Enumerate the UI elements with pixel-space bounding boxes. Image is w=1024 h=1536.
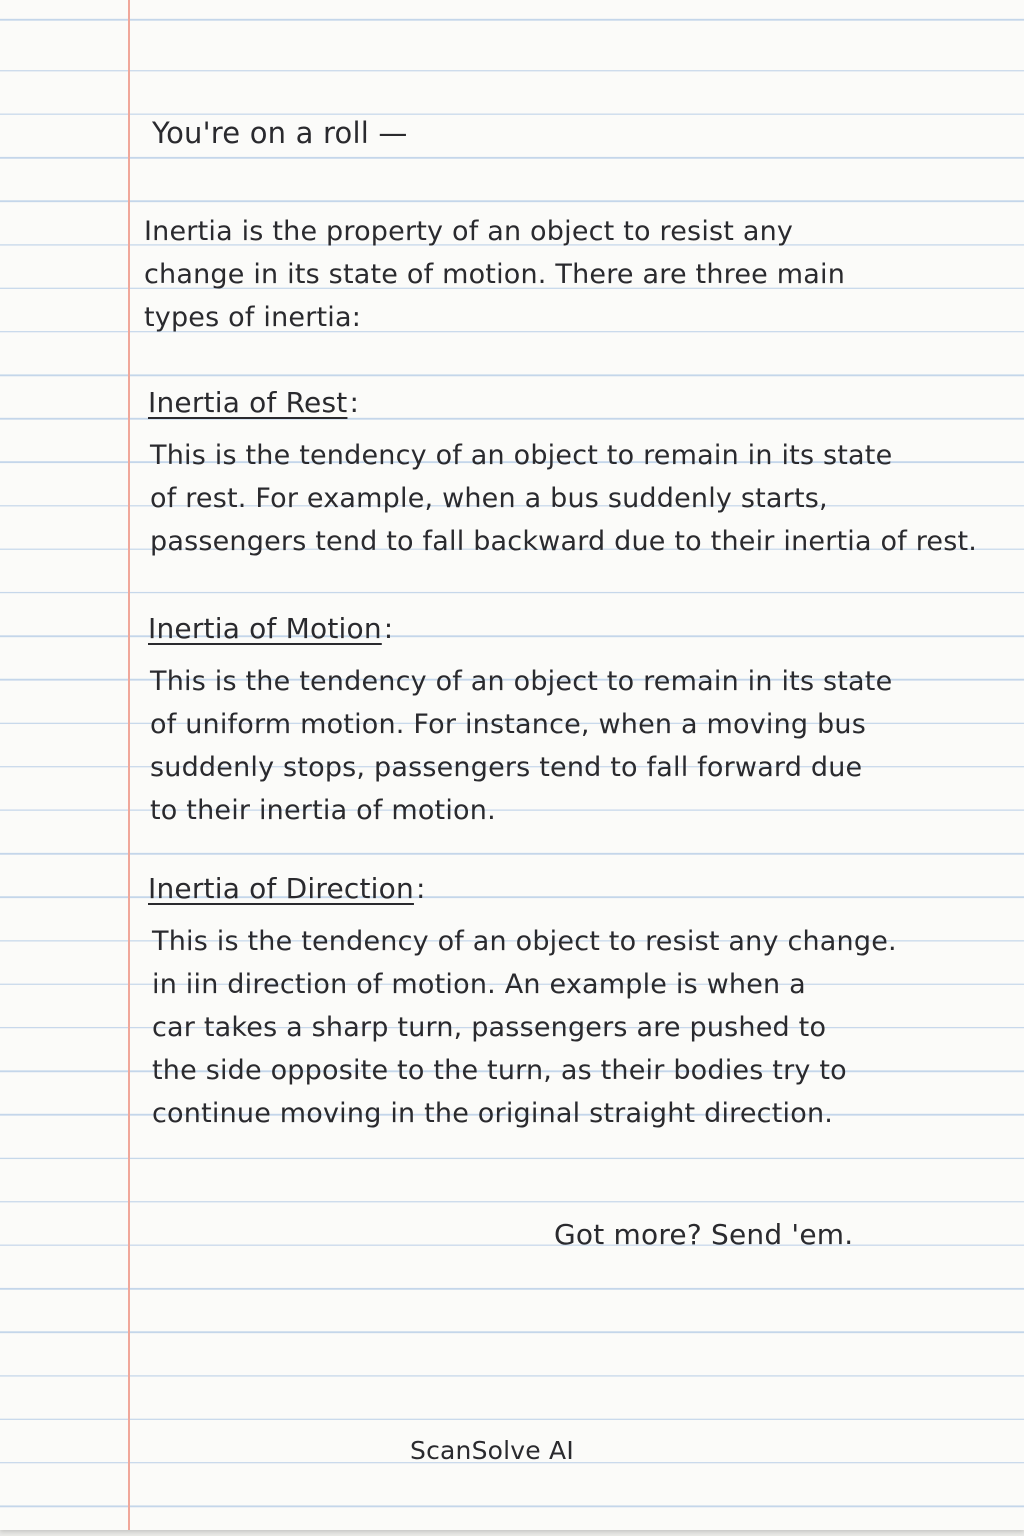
heading-text: Inertia of Rest (148, 386, 348, 419)
margin-line (128, 0, 130, 1530)
heading-colon: : (349, 386, 360, 419)
paragraph-line: This is the tendency of an object to resist any change. (152, 926, 897, 957)
heading-inertia-of-motion (148, 612, 393, 645)
heading-text: Inertia of Motion (148, 612, 382, 645)
paragraph-line: This is the tendency of an object to remain in its state (150, 440, 893, 471)
direction-paragraph (152, 920, 897, 1135)
paragraph-line: suddenly stops, passengers tend to fall forward due (150, 752, 863, 783)
paragraph-line: in iin direction of motion. An example is when a (152, 969, 806, 1000)
paragraph-line: of rest. For example, when a bus suddenly starts, (150, 483, 828, 514)
heading-inertia-of-rest (148, 386, 359, 419)
paragraph-line: of uniform motion. For instance, when a moving bus (150, 709, 866, 740)
heading-colon: : (383, 612, 394, 645)
definition-paragraph (144, 210, 845, 339)
intro-line: You're on a roll — (152, 116, 408, 150)
paragraph-line: This is the tendency of an object to remain in its state (150, 666, 893, 697)
definition-line: Inertia is the property of an object to resist any (144, 216, 794, 247)
paragraph-line: the side opposite to the turn, as their bodies try to (152, 1055, 847, 1086)
motion-paragraph (150, 660, 892, 832)
paragraph-line: car takes a sharp turn, passengers are pushed to (152, 1012, 827, 1043)
definition-line: change in its state of motion. There are three main (144, 259, 846, 290)
rest-paragraph (150, 434, 977, 563)
heading-text: Inertia of Direction (148, 872, 414, 905)
heading-colon: : (415, 872, 426, 905)
closing-line: Got more? Send 'em. (554, 1218, 854, 1251)
brand-footer: ScanSolve AI (410, 1436, 574, 1465)
paragraph-line: to their inertia of motion. (150, 795, 496, 826)
paragraph-line: continue moving in the original straight direction. (152, 1098, 834, 1129)
paragraph-line: passengers tend to fall backward due to their inertia of rest. (150, 526, 978, 557)
definition-line: types of inertia: (144, 302, 362, 333)
heading-inertia-of-direction (148, 872, 426, 905)
